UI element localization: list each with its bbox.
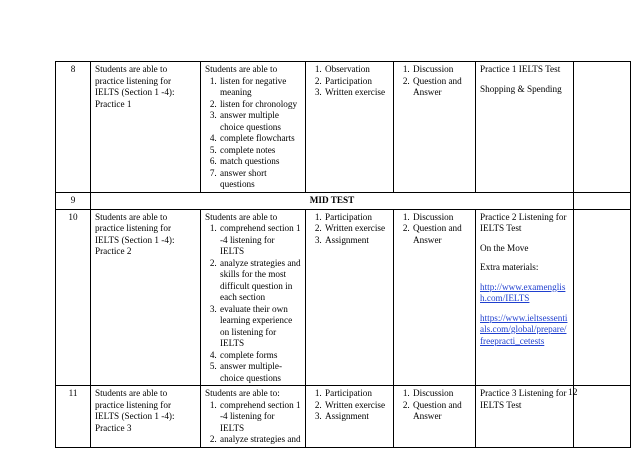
list-item: 7. answer short questions — [219, 168, 301, 191]
material-text: Extra materials: — [480, 262, 539, 272]
list-item: 5. answer multiple-choice questions — [219, 361, 301, 384]
material-text: Practice 3 Listening for IELTS Test — [480, 388, 567, 410]
ieltsessentials-link[interactable]: https://www.ieltsessentials.com/global/prepare/freepracti_cetests — [480, 312, 568, 346]
method-list — [398, 388, 471, 423]
learning-objective: Students are able to practice listening for IELTS (Section 1 -4): Practice 3 — [91, 386, 201, 448]
list-item: 1. Discussion — [412, 64, 471, 76]
learning-content — [201, 209, 306, 386]
list-item: 1. Participation — [324, 388, 389, 400]
list-item: 1. Discussion — [412, 388, 471, 400]
week-number: 8 — [56, 62, 91, 193]
week-number: 9 — [56, 192, 91, 209]
learning-content — [201, 62, 306, 193]
method-list — [398, 64, 471, 99]
examenglish-link[interactable]: http://www.examenglish.com/IELTS — [480, 281, 566, 303]
empty-cell — [574, 386, 631, 448]
assessment-list — [310, 212, 389, 247]
method-cell — [394, 209, 476, 386]
list-item: 2. Question and Answer — [412, 223, 471, 246]
content-list — [205, 76, 301, 191]
list-item: 1. listen for negative meaning — [219, 76, 301, 99]
empty-cell — [574, 192, 631, 209]
list-item: 4. complete forms — [219, 350, 301, 362]
list-item: 4. complete flowcharts — [219, 133, 301, 145]
list-item: 2. Question and Answer — [412, 76, 471, 99]
method-list — [398, 212, 471, 247]
list-item: 3. answer multiple choice questions — [219, 110, 301, 133]
empty-cell — [574, 62, 631, 193]
page-number: 12 — [568, 388, 578, 398]
table-row — [56, 209, 631, 386]
list-item: 2. Written exercise — [324, 223, 389, 235]
learning-objective: Students are able to practice listening for IELTS (Section 1 -4): Practice 2 — [91, 209, 201, 386]
list-item: 2. analyze strategies and skills for the most difficult question in each section — [219, 258, 301, 304]
assessment-cell — [306, 386, 394, 448]
list-item: 1. comprehend section 1 -4 listening for IELTS — [219, 223, 301, 258]
link-wrap — [480, 313, 569, 348]
list-item: 2. Participation — [324, 76, 389, 88]
list-item: 3. Written exercise — [324, 87, 389, 99]
content-list — [205, 400, 301, 446]
method-cell — [394, 386, 476, 448]
list-item: 3. Assignment — [324, 235, 389, 247]
table-row — [56, 192, 631, 209]
list-item: 1. comprehend section 1 -4 listening for IELTS — [219, 400, 301, 435]
content-intro: Students are able to: — [205, 388, 280, 398]
learning-objective: Students are able to practice listening for IELTS (Section 1 -4): Practice 1 — [91, 62, 201, 193]
list-item: 2. analyze strategies and — [219, 434, 301, 446]
content-list — [205, 223, 301, 384]
material-text: On the Move — [480, 242, 529, 253]
week-number: 11 — [56, 386, 91, 448]
mid-test-label: MID TEST — [91, 192, 574, 209]
material-text: Practice 2 Listening for IELTS Test — [480, 211, 567, 233]
list-item: 3. evaluate their own learning experience on listening for IELTS — [219, 304, 301, 350]
list-item: 2. Question and Answer — [412, 400, 471, 423]
list-item: 1. Observation — [324, 64, 389, 76]
learning-content — [201, 386, 306, 448]
assessment-cell — [306, 62, 394, 193]
list-item: 2. Written exercise — [324, 400, 389, 412]
material-text: Practice 1 IELTS Test — [480, 64, 561, 74]
assessment-cell — [306, 209, 394, 386]
syllabus-table — [55, 61, 631, 448]
table-row — [56, 386, 631, 448]
link-wrap — [480, 282, 569, 305]
list-item: 1. Discussion — [412, 212, 471, 224]
list-item: 6. match questions — [219, 156, 301, 168]
materials-cell — [476, 209, 574, 386]
materials-cell — [476, 62, 574, 193]
list-item: 3. Assignment — [324, 411, 389, 423]
assessment-list — [310, 64, 389, 99]
assessment-list — [310, 388, 389, 423]
material-text: Shopping & Spending — [480, 83, 562, 94]
content-intro: Students are able to — [205, 64, 278, 74]
list-item: 5. complete notes — [219, 145, 301, 157]
content-intro: Students are able to — [205, 211, 278, 222]
list-item: 1. Participation — [324, 212, 389, 224]
week-number: 10 — [56, 209, 91, 386]
table-row — [56, 62, 631, 193]
materials-cell — [476, 386, 574, 448]
list-item: 2. listen for chronology — [219, 99, 301, 111]
method-cell — [394, 62, 476, 193]
empty-cell — [574, 209, 631, 386]
